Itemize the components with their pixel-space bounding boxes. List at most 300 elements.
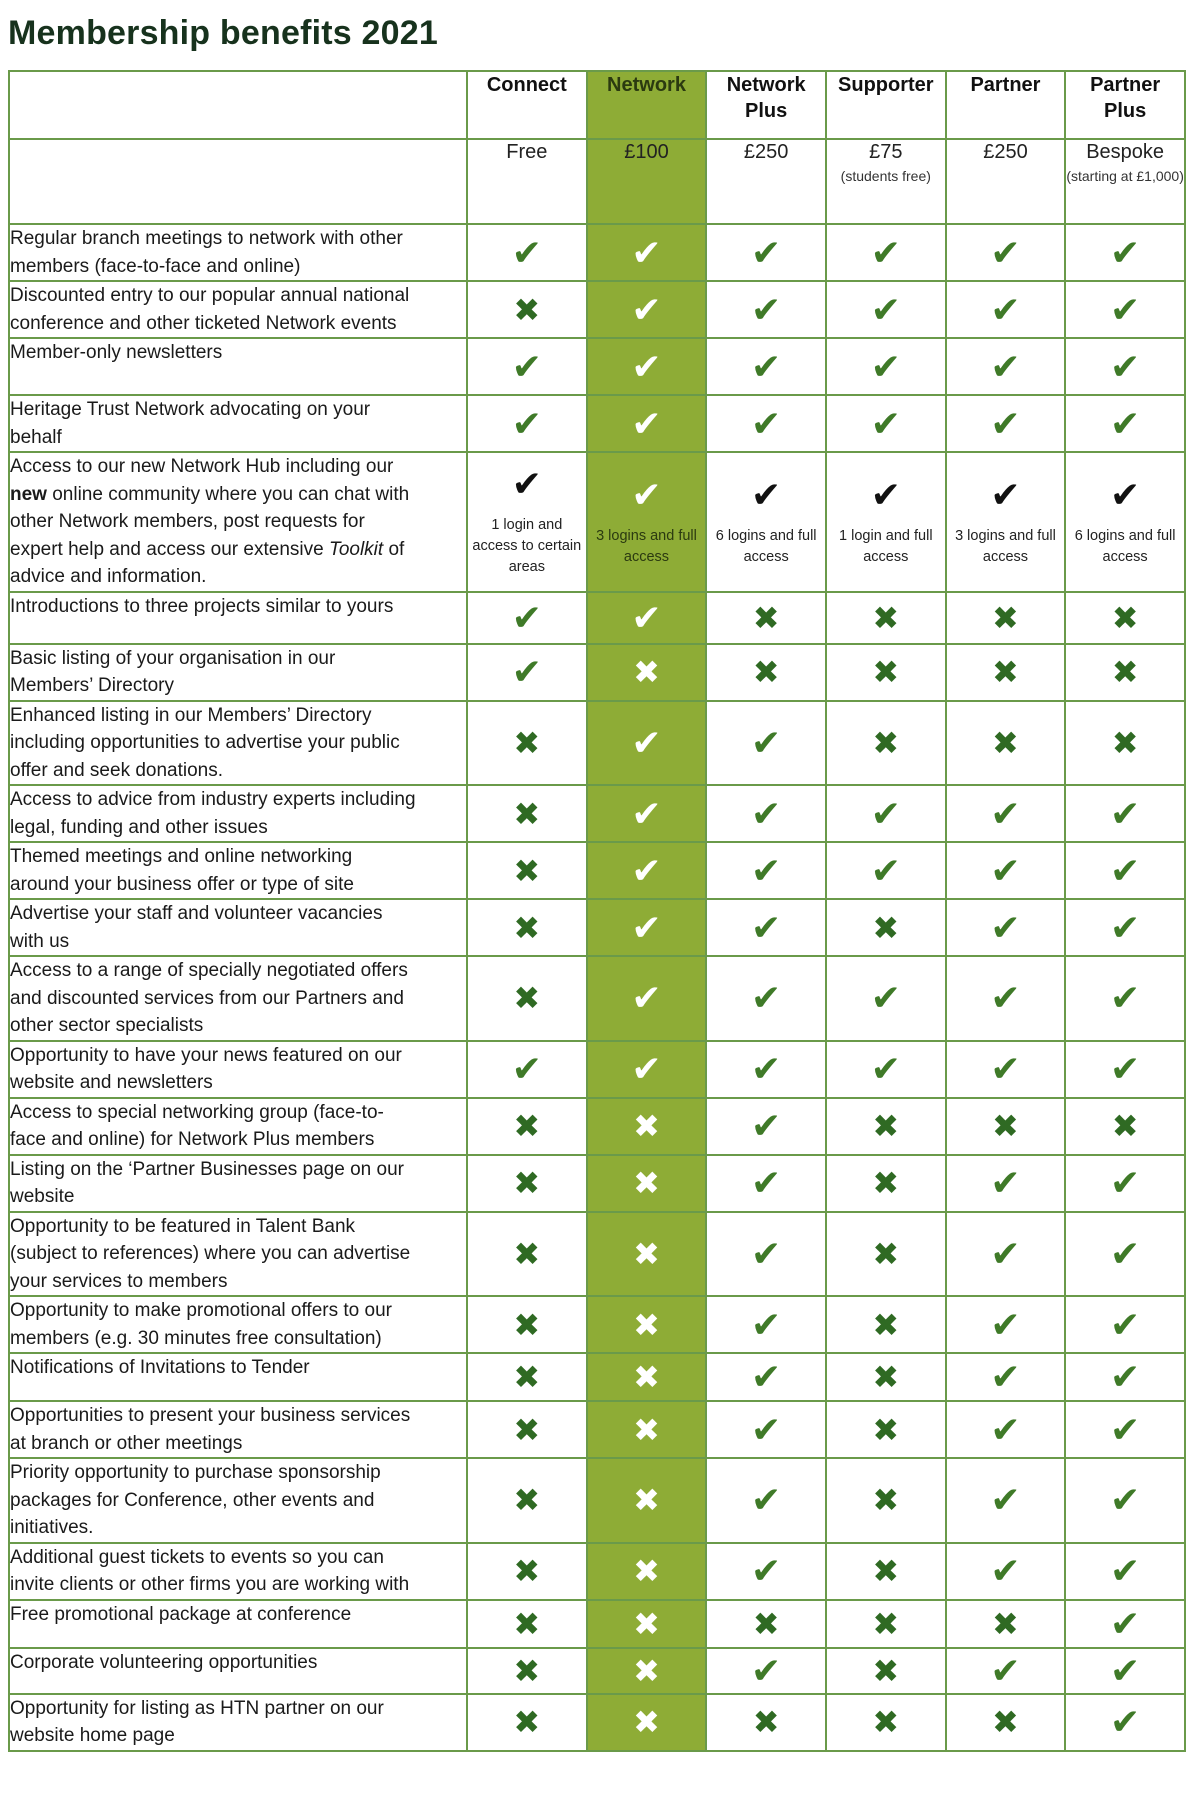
benefit-label-line: (subject to references) where you can advertise <box>10 1243 411 1264</box>
benefit-row <box>9 224 1185 281</box>
cross-mark-icon: ✖ <box>633 1359 660 1395</box>
check-mark-icon: ✔ <box>1110 849 1141 891</box>
check-mark-icon: ✔ <box>870 231 901 273</box>
membership-benefits-table <box>8 70 1186 1752</box>
mark-cell-partner <box>946 1353 1066 1401</box>
price-network-plus: £250 <box>706 139 826 224</box>
check-mark-icon: ✔ <box>990 345 1021 387</box>
cross-mark-icon: ✖ <box>513 1652 541 1689</box>
mark-cell-supporter <box>826 338 946 395</box>
cross-mark-icon: ✖ <box>633 654 660 690</box>
benefit-label <box>9 785 467 842</box>
mark-cell-supporter <box>826 644 946 701</box>
benefit-label-line: advice and information. <box>10 566 207 587</box>
cross-mark-icon: ✖ <box>633 1704 660 1740</box>
cross-mark-icon: ✖ <box>633 1235 660 1272</box>
cross-mark-icon: ✖ <box>513 291 541 328</box>
mark-cell-partner-plus <box>1065 1041 1185 1098</box>
mark-cell-connect <box>467 1041 587 1098</box>
benefit-label <box>9 395 467 452</box>
check-mark-icon: ✔ <box>1110 1232 1141 1274</box>
benefit-row <box>9 1098 1185 1155</box>
cross-mark-icon: ✖ <box>992 1704 1019 1740</box>
check-mark-icon: ✔ <box>751 1356 782 1397</box>
cross-mark-icon: ✖ <box>872 1306 900 1343</box>
check-mark-icon: ✔ <box>1110 1356 1141 1397</box>
access-note: 6 logins and full access <box>1074 527 1176 565</box>
mark-cell-network-plus <box>706 395 826 452</box>
benefit-label-line: Introductions to three projects similar to yours <box>10 595 394 617</box>
mark-cell-network <box>587 1296 707 1353</box>
mark-cell-connect <box>467 1600 587 1648</box>
check-mark-icon: ✔ <box>1110 1048 1141 1089</box>
check-mark-icon: ✔ <box>511 231 542 273</box>
benefit-label-line: conference and other ticketed Network events <box>10 312 397 334</box>
benefit-label-line: including opportunities to advertise your public <box>10 732 400 753</box>
benefit-label <box>9 1155 467 1212</box>
check-mark-icon: ✔ <box>751 473 782 515</box>
mark-cell-partner-plus <box>1065 338 1185 395</box>
mark-cell-network <box>587 1458 707 1543</box>
benefit-label-line: Notifications of Invitations to Tender <box>10 1357 310 1378</box>
check-mark-icon: ✔ <box>751 1232 782 1274</box>
mark-cell-partner-plus <box>1065 1401 1185 1458</box>
mark-cell-network-plus <box>706 281 826 338</box>
benefit-label-line: members (face-to-face and online) <box>10 255 301 277</box>
check-mark-icon: ✔ <box>751 1303 782 1345</box>
check-mark-icon: ✔ <box>1110 345 1141 387</box>
check-mark-icon: ✔ <box>990 792 1021 834</box>
mark-cell-supporter <box>826 785 946 842</box>
mark-cell-network-plus <box>706 1155 826 1212</box>
mark-cell-partner-plus <box>1065 785 1185 842</box>
check-mark-icon: ✔ <box>990 1303 1021 1345</box>
page-title: Membership benefits 2021 <box>8 14 438 52</box>
check-mark-icon: ✔ <box>751 849 782 891</box>
check-mark-icon: ✔ <box>990 1162 1021 1203</box>
mark-cell-supporter <box>826 1098 946 1155</box>
mark-cell-connect <box>467 701 587 786</box>
benefit-row <box>9 1041 1185 1098</box>
mark-cell-partner <box>946 956 1066 1041</box>
benefit-label <box>9 701 467 786</box>
mark-cell-connect <box>467 281 587 338</box>
cross-mark-icon: ✖ <box>633 1108 660 1144</box>
access-note: 3 logins and full access <box>596 527 697 565</box>
check-mark-icon: ✔ <box>870 345 901 387</box>
benefit-label <box>9 1401 467 1458</box>
check-mark-icon: ✔ <box>631 288 662 330</box>
mark-cell-partner <box>946 1041 1066 1098</box>
mark-cell-network <box>587 1648 707 1694</box>
benefit-label-line: Priority opportunity to purchase sponsorship <box>10 1462 381 1483</box>
mark-cell-partner-plus <box>1065 956 1185 1041</box>
benefit-label-line: Enhanced listing in our Members’ Directory <box>10 704 372 726</box>
cross-mark-icon: ✖ <box>872 1652 900 1689</box>
check-mark-icon: ✔ <box>631 977 662 1019</box>
benefit-label-line: Member-only newsletters <box>10 342 223 363</box>
check-mark-icon: ✔ <box>1110 1602 1141 1644</box>
mark-cell-network <box>587 1353 707 1401</box>
price-note: (students free) <box>840 168 931 184</box>
mark-cell-connect <box>467 1212 587 1297</box>
tier-name-supporter: Supporter <box>826 71 946 139</box>
benefit-label <box>9 1353 467 1401</box>
check-mark-icon: ✔ <box>1110 402 1141 444</box>
tier-name-network: Network <box>587 71 707 139</box>
check-mark-icon: ✔ <box>1110 1408 1141 1450</box>
benefit-label <box>9 224 467 281</box>
mark-cell-network <box>587 899 707 956</box>
check-mark-icon: ✔ <box>751 1048 782 1089</box>
mark-cell-network-plus <box>706 1098 826 1155</box>
cross-mark-icon: ✖ <box>872 1108 900 1144</box>
cross-mark-icon: ✖ <box>992 599 1019 636</box>
mark-cell-network <box>587 1401 707 1458</box>
cross-mark-icon: ✖ <box>513 1482 541 1519</box>
mark-cell-supporter <box>826 1353 946 1401</box>
mark-cell-supporter <box>826 1543 946 1600</box>
mark-cell-network-plus <box>706 224 826 281</box>
check-mark-icon: ✔ <box>751 1162 782 1203</box>
mark-cell-connect <box>467 1401 587 1458</box>
benefit-label-line: Regular branch meetings to network with other <box>10 228 403 249</box>
benefit-label <box>9 1648 467 1694</box>
mark-cell-supporter <box>826 956 946 1041</box>
check-mark-icon: ✔ <box>870 849 901 891</box>
mark-cell-partner <box>946 1600 1066 1648</box>
mark-cell-partner-plus <box>1065 899 1185 956</box>
check-mark-icon: ✔ <box>870 1048 901 1089</box>
mark-cell-connect <box>467 1098 587 1155</box>
benefit-label-line: Listing on the ‘Partner Businesses page on our <box>10 1158 404 1180</box>
benefit-label-line: Access to advice from industry experts including <box>10 789 416 810</box>
mark-cell-partner <box>946 785 1066 842</box>
mark-cell-supporter <box>826 1648 946 1694</box>
mark-cell-partner <box>946 644 1066 701</box>
check-mark-icon: ✔ <box>1110 906 1141 948</box>
benefit-label <box>9 338 467 395</box>
mark-cell-network-plus <box>706 1353 826 1401</box>
mark-cell-partner-plus <box>1065 592 1185 644</box>
check-mark-icon: ✔ <box>1110 1550 1141 1591</box>
cross-mark-icon: ✖ <box>513 1235 541 1272</box>
cross-mark-icon: ✖ <box>633 1652 660 1689</box>
cross-mark-icon: ✖ <box>872 1482 900 1519</box>
mark-cell-partner-plus <box>1065 644 1185 701</box>
cross-mark-icon: ✖ <box>872 1605 900 1642</box>
benefit-label-line: around your business offer or type of site <box>10 873 354 895</box>
benefit-label-line: behalf <box>10 426 62 448</box>
mark-cell-network <box>587 281 707 338</box>
benefit-label-line: Access to special networking group (face-to- <box>10 1101 384 1123</box>
check-mark-icon: ✔ <box>990 1048 1021 1089</box>
mark-cell-connect <box>467 899 587 956</box>
mark-cell-connect <box>467 1458 587 1543</box>
benefit-row <box>9 592 1185 644</box>
price-partner-plus: Bespoke (starting at £1,000) <box>1065 139 1185 224</box>
mark-cell-network-plus <box>706 592 826 644</box>
mark-cell-network-plus <box>706 842 826 899</box>
cross-mark-icon: ✖ <box>872 1411 900 1448</box>
benefit-label <box>9 452 467 592</box>
check-mark-icon: ✔ <box>631 721 662 763</box>
cross-mark-icon: ✖ <box>633 1165 660 1201</box>
check-mark-icon: ✔ <box>631 849 662 891</box>
cross-mark-icon: ✖ <box>513 1306 541 1343</box>
check-mark-icon: ✔ <box>870 288 901 330</box>
mark-cell-network <box>587 224 707 281</box>
check-mark-icon: ✔ <box>1110 288 1141 330</box>
benefit-label-line: and discounted services from our Partners and <box>10 987 404 1009</box>
benefit-label <box>9 592 467 644</box>
check-mark-icon: ✔ <box>990 1356 1021 1397</box>
mark-cell-supporter <box>826 452 946 592</box>
benefit-row <box>9 899 1185 956</box>
benefit-label-line: Discounted entry to our popular annual national <box>10 285 410 306</box>
benefit-label-line: Basic listing of your organisation in our <box>10 647 336 669</box>
benefit-row <box>9 395 1185 452</box>
mark-cell-partner-plus <box>1065 842 1185 899</box>
mark-cell-supporter <box>826 1600 946 1648</box>
mark-cell-network <box>587 1543 707 1600</box>
benefit-label <box>9 842 467 899</box>
benefit-row <box>9 1694 1185 1751</box>
mark-cell-network <box>587 842 707 899</box>
mark-cell-network <box>587 956 707 1041</box>
benefit-row <box>9 1543 1185 1600</box>
mark-cell-partner <box>946 338 1066 395</box>
price-connect: Free <box>467 139 587 224</box>
mark-cell-partner-plus <box>1065 1694 1185 1751</box>
mark-cell-partner-plus <box>1065 1648 1185 1694</box>
benefit-label-line: Free promotional package at conference <box>10 1603 352 1625</box>
check-mark-icon: ✔ <box>1110 1303 1141 1345</box>
benefit-label-line: Themed meetings and online networking <box>10 846 353 867</box>
cross-mark-icon: ✖ <box>992 654 1019 690</box>
benefit-label-line: Advertise your staff and volunteer vacancies <box>10 903 383 924</box>
mark-cell-supporter <box>826 224 946 281</box>
mark-cell-partner-plus <box>1065 224 1185 281</box>
benefit-label <box>9 1600 467 1648</box>
check-mark-icon: ✔ <box>751 402 782 444</box>
mark-cell-network-plus <box>706 1041 826 1098</box>
check-mark-icon: ✔ <box>990 1232 1021 1274</box>
mark-cell-network-plus <box>706 338 826 395</box>
access-note: 1 login and full access <box>839 527 933 565</box>
cross-mark-icon: ✖ <box>513 1553 541 1589</box>
benefit-label-line: website and newsletters <box>10 1072 213 1093</box>
mark-cell-partner <box>946 1296 1066 1353</box>
check-mark-icon: ✔ <box>751 1408 782 1450</box>
benefit-label <box>9 899 467 956</box>
benefit-row <box>9 1296 1185 1353</box>
mark-cell-network <box>587 1600 707 1648</box>
benefit-row <box>9 452 1185 592</box>
access-note: 1 login and access to certain areas <box>472 517 582 576</box>
benefit-label-line: new online community where you can chat with <box>10 483 410 505</box>
check-mark-icon: ✔ <box>990 1408 1021 1450</box>
mark-cell-connect <box>467 452 587 592</box>
benefit-label-line: Corporate volunteering opportunities <box>10 1651 318 1673</box>
check-mark-icon: ✔ <box>511 1048 542 1089</box>
check-mark-icon: ✔ <box>631 596 662 638</box>
check-mark-icon: ✔ <box>631 1048 662 1089</box>
mark-cell-partner <box>946 1401 1066 1458</box>
benefit-row <box>9 1353 1185 1401</box>
check-mark-icon: ✔ <box>511 463 542 505</box>
benefit-label <box>9 1098 467 1155</box>
benefit-label <box>9 1458 467 1543</box>
mark-cell-network <box>587 785 707 842</box>
mark-cell-supporter <box>826 701 946 786</box>
mark-cell-partner-plus <box>1065 1155 1185 1212</box>
cross-mark-icon: ✖ <box>872 1553 900 1589</box>
tier-name-row <box>9 71 1185 139</box>
mark-cell-connect <box>467 592 587 644</box>
cross-mark-icon: ✖ <box>992 1605 1019 1642</box>
mark-cell-network <box>587 592 707 644</box>
cross-mark-icon: ✖ <box>872 724 900 761</box>
mark-cell-network-plus <box>706 785 826 842</box>
benefit-label-line: packages for Conference, other events and <box>10 1489 375 1511</box>
mark-cell-partner-plus <box>1065 281 1185 338</box>
mark-cell-connect <box>467 395 587 452</box>
mark-cell-partner <box>946 1648 1066 1694</box>
price-partner: £250 <box>946 139 1066 224</box>
benefit-row <box>9 644 1185 701</box>
mark-cell-network <box>587 1041 707 1098</box>
mark-cell-network <box>587 701 707 786</box>
check-mark-icon: ✔ <box>751 288 782 330</box>
check-mark-icon: ✔ <box>990 288 1021 330</box>
mark-cell-supporter <box>826 592 946 644</box>
mark-cell-network <box>587 395 707 452</box>
benefit-row <box>9 1458 1185 1543</box>
check-mark-icon: ✔ <box>631 402 662 444</box>
cross-mark-icon: ✖ <box>513 1165 541 1201</box>
cross-mark-icon: ✖ <box>633 1605 660 1642</box>
benefit-row <box>9 1600 1185 1648</box>
benefit-label-line: invite clients or other firms you are working with <box>10 1574 410 1595</box>
cross-mark-icon: ✖ <box>513 1704 541 1740</box>
price-supporter: £75 (students free) <box>826 139 946 224</box>
mark-cell-partner-plus <box>1065 1212 1185 1297</box>
benefit-label-line: other sector specialists <box>10 1015 204 1036</box>
mark-cell-partner <box>946 452 1066 592</box>
benefit-label <box>9 1694 467 1751</box>
benefit-label-line: website home page <box>10 1725 175 1746</box>
benefit-label-line: Opportunity for listing as HTN partner on our <box>10 1697 384 1719</box>
check-mark-icon: ✔ <box>1110 1162 1141 1203</box>
mark-cell-partner <box>946 1098 1066 1155</box>
price-network: £100 <box>587 139 707 224</box>
mark-cell-partner <box>946 899 1066 956</box>
check-mark-icon: ✔ <box>990 1479 1021 1521</box>
benefit-label <box>9 281 467 338</box>
benefit-row <box>9 956 1185 1041</box>
check-mark-icon: ✔ <box>751 977 782 1019</box>
check-mark-icon: ✔ <box>990 977 1021 1019</box>
mark-cell-network-plus <box>706 452 826 592</box>
cross-mark-icon: ✖ <box>513 1605 541 1642</box>
mark-cell-network-plus <box>706 1458 826 1543</box>
benefit-label-line: Additional guest tickets to events so you can <box>10 1546 384 1568</box>
cross-mark-icon: ✖ <box>1111 654 1139 690</box>
mark-cell-connect <box>467 224 587 281</box>
check-mark-icon: ✔ <box>990 849 1021 891</box>
benefit-label-line: Access to a range of specially negotiated offers <box>10 960 408 981</box>
cross-mark-icon: ✖ <box>872 1704 900 1740</box>
mark-cell-network-plus <box>706 1600 826 1648</box>
check-mark-icon: ✔ <box>511 345 542 387</box>
mark-cell-network-plus <box>706 1694 826 1751</box>
benefit-label <box>9 1212 467 1297</box>
mark-cell-network <box>587 338 707 395</box>
check-mark-icon: ✔ <box>990 906 1021 948</box>
mark-cell-partner <box>946 1543 1066 1600</box>
cross-mark-icon: ✖ <box>752 1704 780 1740</box>
mark-cell-network <box>587 1694 707 1751</box>
benefit-row <box>9 785 1185 842</box>
mark-cell-partner <box>946 842 1066 899</box>
benefit-rows <box>9 224 1185 1751</box>
check-mark-icon: ✔ <box>1110 231 1141 273</box>
mark-cell-supporter <box>826 1041 946 1098</box>
benefit-label-line: members (e.g. 30 minutes free consultation) <box>10 1327 382 1349</box>
benefit-label-line: Members’ Directory <box>10 675 174 696</box>
benefit-row <box>9 281 1185 338</box>
check-mark-icon: ✔ <box>751 1649 782 1691</box>
benefit-label-line: at branch or other meetings <box>10 1432 243 1454</box>
check-mark-icon: ✔ <box>751 1105 782 1146</box>
check-mark-icon: ✔ <box>751 1479 782 1521</box>
mark-cell-network-plus <box>706 1648 826 1694</box>
check-mark-icon: ✔ <box>1110 473 1141 515</box>
benefit-label <box>9 1296 467 1353</box>
corner-cell <box>9 71 467 139</box>
cross-mark-icon: ✖ <box>513 980 541 1017</box>
mark-cell-partner <box>946 592 1066 644</box>
mark-cell-supporter <box>826 1458 946 1543</box>
cross-mark-icon: ✖ <box>872 909 900 946</box>
cross-mark-icon: ✖ <box>872 654 900 690</box>
mark-cell-supporter <box>826 395 946 452</box>
mark-cell-connect <box>467 1353 587 1401</box>
check-mark-icon: ✔ <box>990 1550 1021 1591</box>
check-mark-icon: ✔ <box>511 651 542 692</box>
mark-cell-network-plus <box>706 1212 826 1297</box>
check-mark-icon: ✔ <box>751 721 782 763</box>
cross-mark-icon: ✖ <box>1111 599 1139 636</box>
mark-cell-supporter <box>826 1155 946 1212</box>
cross-mark-icon: ✖ <box>752 599 780 636</box>
benefit-label-line: expert help and access our extensive Toolkit of <box>10 538 405 560</box>
access-note: 6 logins and full access <box>715 527 817 565</box>
tier-name-partner: Partner <box>946 71 1066 139</box>
benefit-row <box>9 1401 1185 1458</box>
check-mark-icon: ✔ <box>870 402 901 444</box>
check-mark-icon: ✔ <box>990 231 1021 273</box>
cross-mark-icon: ✖ <box>633 1306 660 1343</box>
cross-mark-icon: ✖ <box>633 1411 660 1448</box>
check-mark-icon: ✔ <box>631 473 662 515</box>
mark-cell-partner <box>946 224 1066 281</box>
check-mark-icon: ✔ <box>511 402 542 444</box>
mark-cell-supporter <box>826 1401 946 1458</box>
check-mark-icon: ✔ <box>870 977 901 1019</box>
check-mark-icon: ✔ <box>990 402 1021 444</box>
